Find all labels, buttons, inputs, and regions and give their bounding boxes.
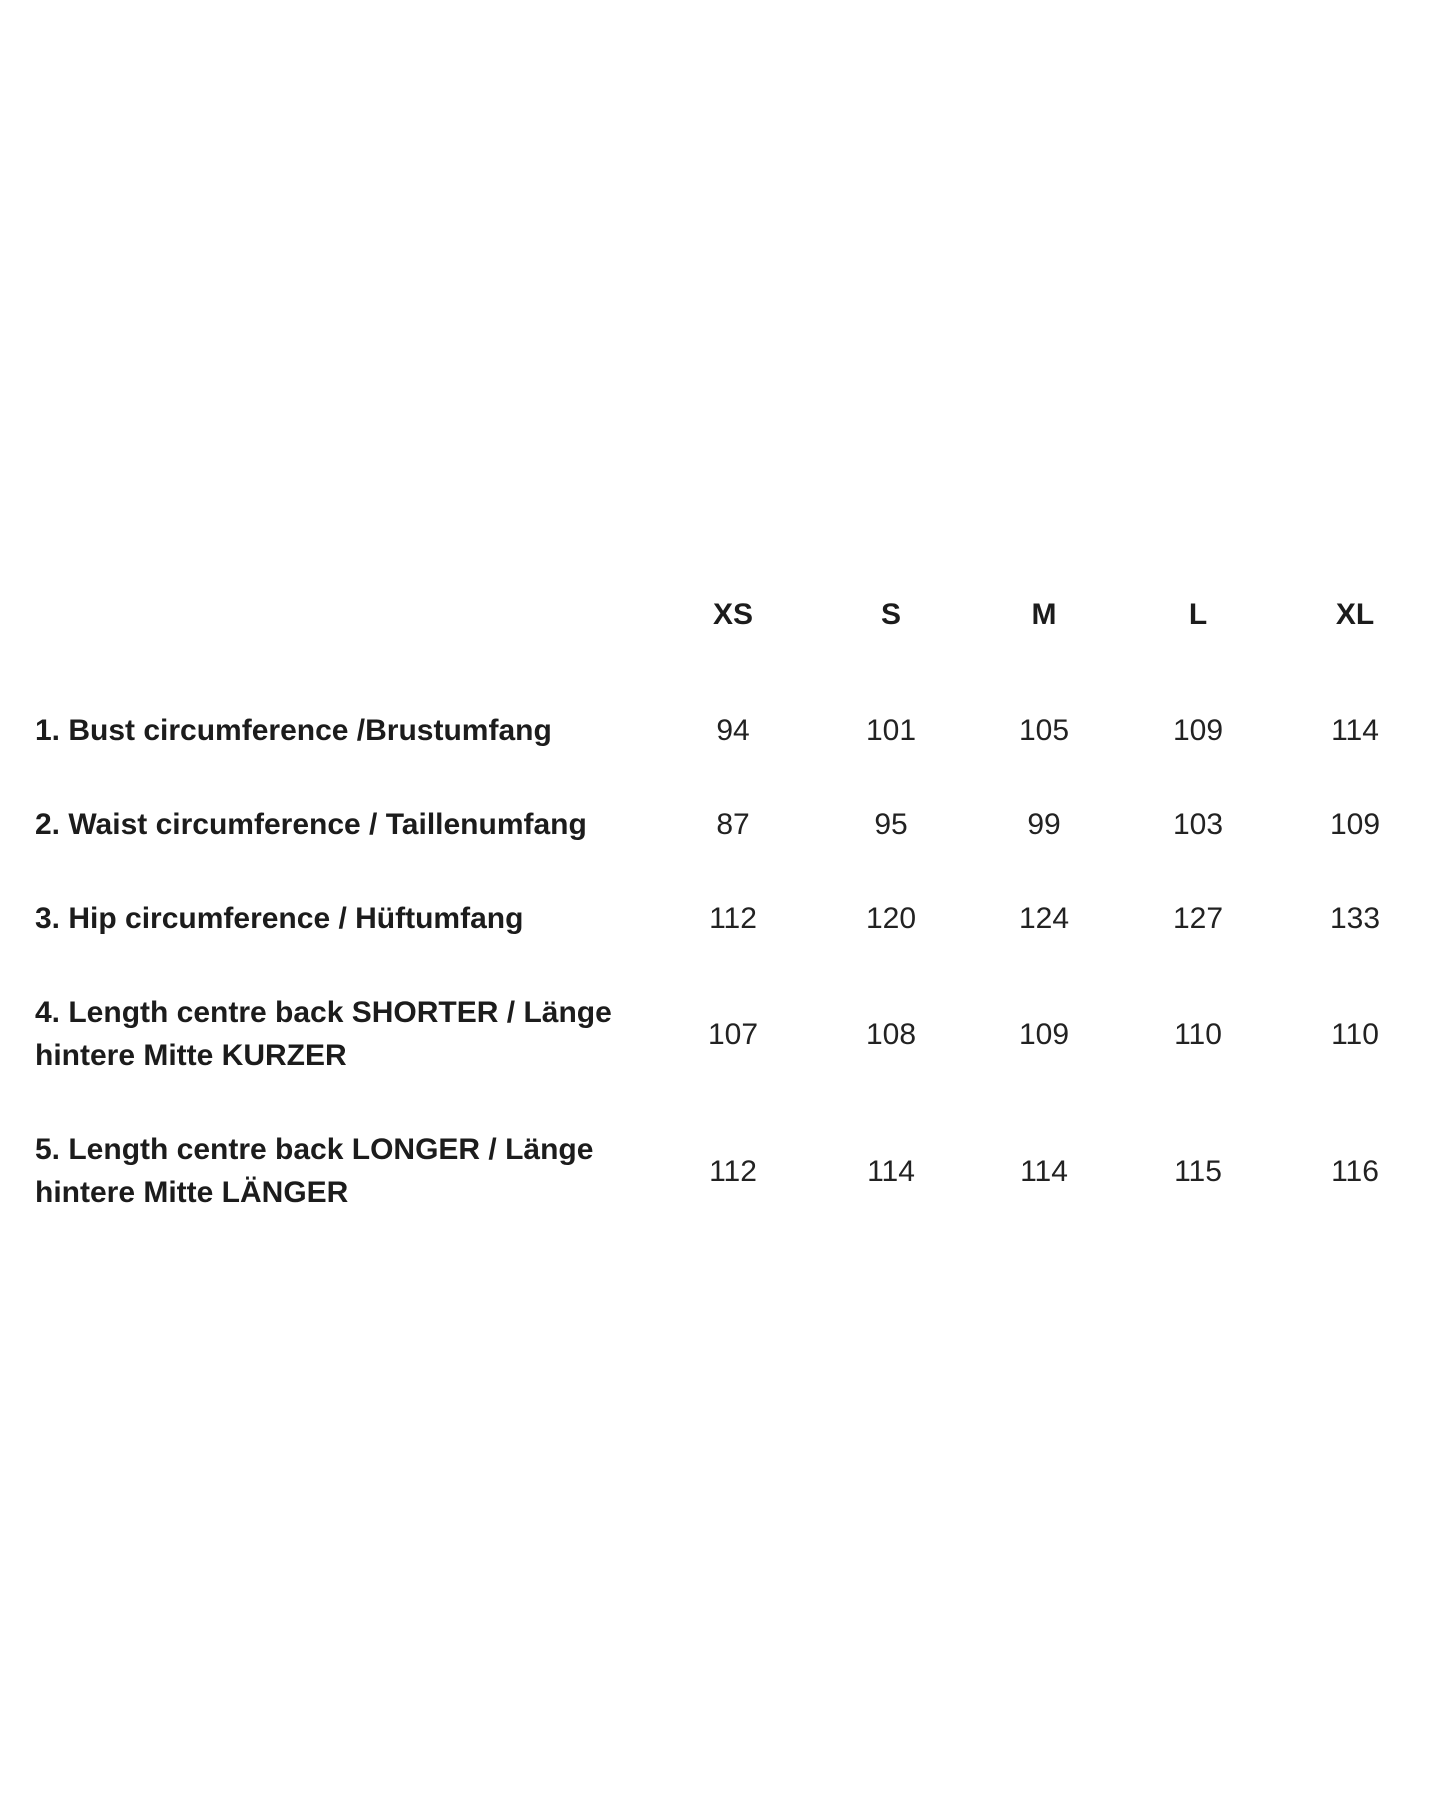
table-cell: 103 (1172, 808, 1224, 841)
table-cell: 108 (865, 1018, 917, 1051)
table-cell: 114 (1331, 714, 1379, 747)
size-header-xs: XS (712, 598, 754, 631)
table-cell: 107 (707, 1018, 759, 1051)
table-cell: 109 (1018, 1018, 1070, 1051)
size-header-s: S (880, 598, 901, 631)
table-cell: 112 (709, 1155, 757, 1188)
table-cell: 110 (1331, 1018, 1379, 1051)
table-cell: 114 (867, 1155, 915, 1188)
table-cell: 87 (716, 808, 750, 841)
table-cell: 124 (1018, 902, 1070, 935)
row-label-waist: 2. Waist circumference / Taillenumfang (35, 808, 587, 841)
table-cell: 116 (1331, 1155, 1379, 1188)
size-header-xl: XL (1335, 598, 1375, 631)
size-header-m: M (1031, 598, 1057, 631)
table-cell: 109 (1172, 714, 1224, 747)
table-cell: 114 (1020, 1155, 1068, 1188)
table-cell: 94 (716, 714, 750, 747)
table-cell: 127 (1172, 902, 1224, 935)
table-cell: 99 (1027, 808, 1061, 841)
table-cell: 109 (1329, 808, 1381, 841)
size-header-l: L (1188, 598, 1208, 631)
table-cell: 101 (865, 714, 917, 747)
row-label-length-longer: 5. Length centre back LONGER / Länge hintere Mitte LÄNGER (35, 1133, 594, 1209)
table-cell: 120 (865, 902, 917, 935)
table-cell: 112 (709, 902, 757, 935)
table-cell: 95 (874, 808, 908, 841)
table-cell: 105 (1018, 714, 1070, 747)
table-cell: 115 (1174, 1155, 1222, 1188)
table-cell: 110 (1174, 1018, 1222, 1051)
row-label-bust: 1. Bust circumference /Brustumfang (35, 714, 552, 747)
row-label-hip: 3. Hip circumference / Hüftumfang (35, 902, 524, 935)
row-label-length-shorter: 4. Length centre back SHORTER / Länge hintere Mitte KURZER (35, 996, 612, 1072)
table-cell: 133 (1329, 902, 1381, 935)
